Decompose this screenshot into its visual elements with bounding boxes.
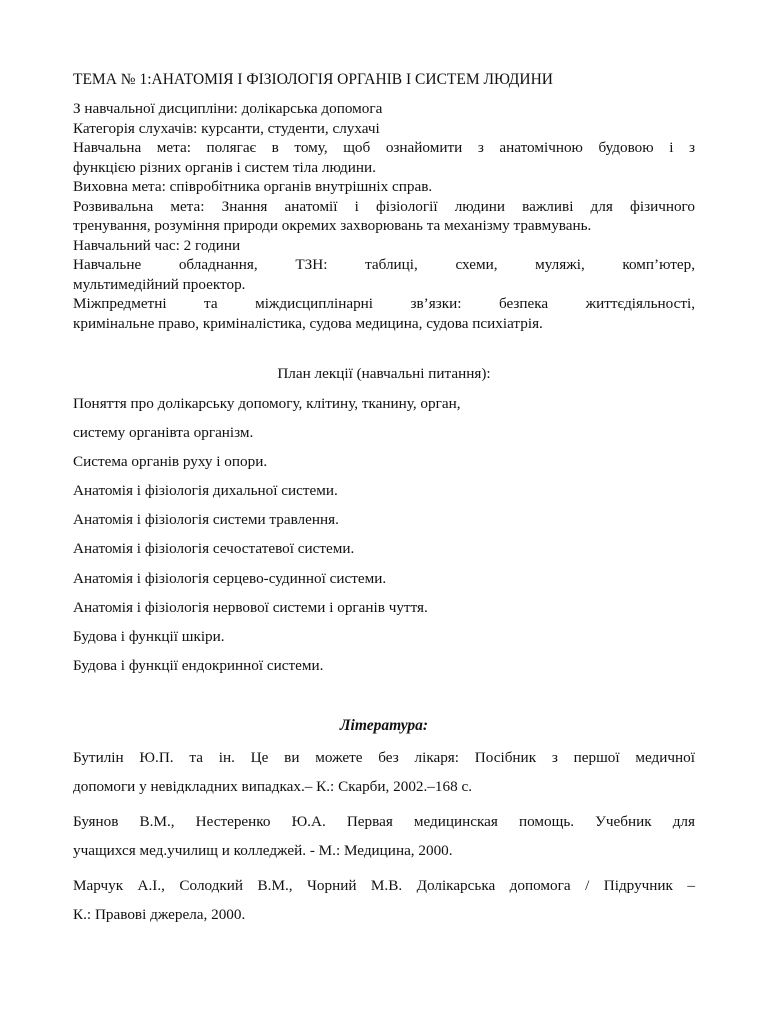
- plan-item: Будова і функції ендокринної системи.: [73, 656, 324, 674]
- plan-item: Анатомія і фізіологія сечостатевої системи.: [73, 540, 355, 558]
- plan-heading: План лекції (навчальні питання):: [277, 365, 491, 382]
- info-line-equipment-cont: мультимедійний проектор.: [73, 275, 246, 293]
- literature-list: [73, 743, 695, 935]
- plan-item: Анатомія і фізіологія серцево-судинної системи.: [73, 569, 387, 587]
- literature-heading: Література:: [339, 717, 429, 734]
- info-line-learning-goal: Навчальна мета: полягає в тому, щоб ознайомити з анатомічною будовою і з: [73, 139, 695, 156]
- page-title: ТЕМА № 1:АНАТОМІЯ І ФІЗІОЛОГІЯ ОРГАНІВ І СИСТЕМ ЛЮДИНИ: [73, 71, 553, 88]
- plan-item: Поняття про долікарську допомогу, клітину, тканину, орган,: [73, 395, 461, 412]
- literature-reference: [73, 871, 695, 929]
- info-line-development-goal-cont: тренування, розуміння природи окремих захворювань та механізму травмувань.: [73, 217, 592, 234]
- info-line-discipline: З навчальної дисципліни: долікарська допомога: [73, 100, 383, 117]
- reference-line: допомоги у невідкладних випадках.– К.: Скарби, 2002.–168 с.: [73, 778, 473, 795]
- info-line-learning-goal-cont: функцією різних органів і систем тіла людини.: [73, 158, 376, 176]
- plan-item: Анатомія і фізіологія нервової системи і органів чуття.: [73, 598, 428, 616]
- plan-item: Система органів руху і опори.: [73, 453, 268, 471]
- info-line-educational-goal: Виховна мета: співробітника органів внутрішніх справ.: [73, 178, 433, 195]
- info-line-interdisciplinary: Міжпредметні та міждисциплінарні зв’язки: безпека життєдіяльності,: [73, 295, 695, 312]
- plan-list: [73, 394, 695, 685]
- reference-line: Марчук А.І., Солодкий В.М., Чорний М.В. Долікарська допомога / Підручник –: [73, 877, 695, 894]
- info-line-study-time: Навчальний час: 2 години: [73, 236, 241, 254]
- info-line-audience: Категорія слухачів: курсанти, студенти, слухачі: [73, 119, 380, 137]
- plan-item: Анатомія і фізіологія дихальної системи.: [73, 482, 338, 500]
- info-line-development-goal: Розвивальна мета: Знання анатомії і фізіології людини важливі для фізичного: [73, 197, 695, 215]
- info-line-interdisciplinary-cont: кримінальне право, криміналістика, судова медицина, судова психіатрія.: [73, 314, 543, 332]
- reference-line: Бутилін Ю.П. та ін. Це ви можете без лікаря: Посібник з першої медичної: [73, 749, 695, 766]
- plan-item: Будова і функції шкіри.: [73, 627, 225, 645]
- reference-line: учащихся мед.училищ и колледжей. - М.: Медицина, 2000.: [73, 842, 453, 859]
- reference-line: Буянов В.М., Нестеренко Ю.А. Первая медицинская помощь. Учебник для: [73, 813, 695, 830]
- info-line-equipment: Навчальне обладнання, ТЗН: таблиці, схеми, муляжі, комп’ютер,: [73, 256, 695, 273]
- lecture-info-block: [73, 99, 695, 333]
- literature-reference: [73, 807, 695, 865]
- plan-item: Анатомія і фізіологія системи травлення.: [73, 511, 339, 529]
- plan-item: систему органівта організм.: [73, 424, 254, 442]
- literature-reference: [73, 743, 695, 801]
- reference-line: К.: Правові джерела, 2000.: [73, 906, 246, 923]
